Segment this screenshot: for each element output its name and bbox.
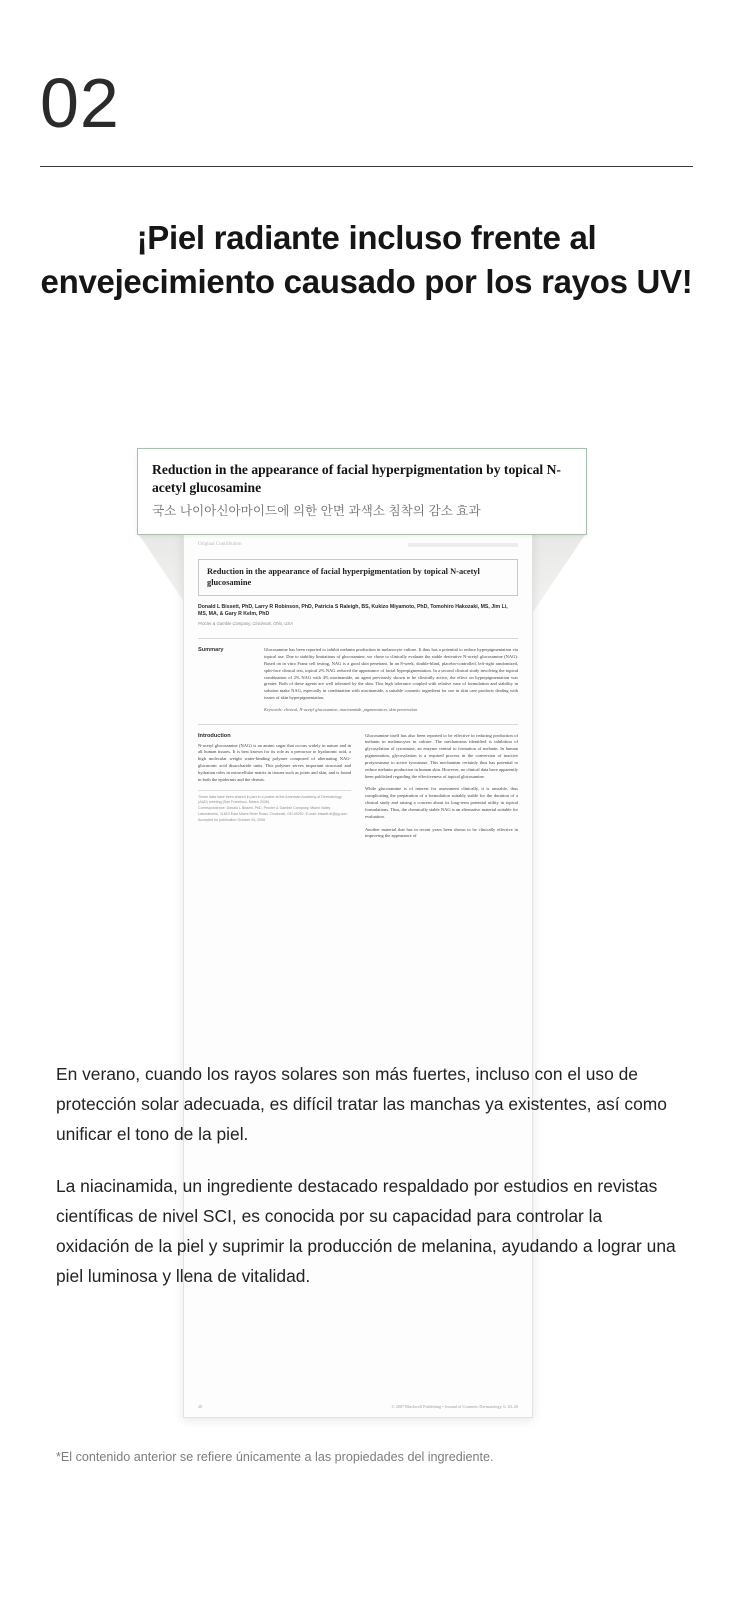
- summary-body: Glucosamine has been reported to inhibit melanin production in melanocyte culture. It thus has a potential to reduce hyperpigmentation via topical use. Due to stability limitations of glucosamine, we chose to clinically evaluate the stable derivative N-acetyl glucosamine (NAG). Based on in vitro Franz cell testing, NAG is a good skin penetrant. In an 8-week, double-blind, placebo-controlled, left-right randomized, split-face clinical test, topical 2% NAG reduced the appearance of facial hyperpigmentation. In a second clinical study involving the topical combination of 2% NAG with 4% niacinamide, an agent previously shown to be clinically active, the effect on hyperpigmentation was greater. Both of these agents are well tolerated by the skin. This high tolerance coupled with relative ease of formulation and stability in solution make NAG, especially in combination with niacinamide, a suitable cosmetic ingredient for use in skin care products dealing with issues of skin hyperpigmentation.: [264, 647, 518, 701]
- introduction-paragraph: N-acetyl glucosamine (NAG) is an amino sugar that occurs widely in nature and in all human tissues. It is best known for its role as a precursor to hyaluronic acid, a high molecular weight water-binding polymer composed of alternating NAG-glucuronic acid disaccharide units. This polymer serves important structural and hydration roles in extracellular matrix in tissues such as joints and skin, and is found in both the epidermis and the dermis.: [198, 742, 351, 782]
- footnote-correspondence: Correspondence: Donald L Bissett, PhD, Procter & Gamble Company, Miami Valley Laboratories, 11810 East Miami River Road, Cincinnati, OH 45252. E-mail: bissett.dl@pg.com: [198, 806, 348, 816]
- running-head-bar: [408, 543, 518, 547]
- footnote-accepted: Accepted for publication October 24, 2006: [198, 817, 266, 822]
- journal-divider-top: [198, 638, 518, 639]
- journal-footnotes: [198, 790, 351, 824]
- journal-title: Reduction in the appearance of facial hyperpigmentation by topical N-acetyl glucosamine: [198, 559, 518, 596]
- journal-columns: [198, 733, 518, 847]
- journal-page-footer: [198, 1404, 518, 1409]
- callout-title-korean: 국소 나이아신아마이드에 의한 안면 과색소 침착의 감소 효과: [152, 504, 481, 519]
- page-title: ¡Piel radiante incluso frente al envejecimiento causado por los rayos UV!: [40, 219, 693, 300]
- summary-text: [264, 647, 518, 713]
- journal-authors: Donald L Bissett, PhD, Larry R Robinson, PhD, Patricia S Raleigh, BS, Kukizo Miyamoto, PhD, Tomohiro Hakozaki, MS, Jim Li, MS, MA, & Gary R Kelm, PhD: [198, 603, 508, 618]
- callout-title-english: Reduction in the appearance of facial hyperpigmentation by topical N-acetyl glucosamine: [152, 462, 561, 495]
- publisher-line: © 2007 Blackwell Publishing • Journal of Cosmetic Dermatology, 6, 20–26: [391, 1404, 518, 1409]
- journal-column-left: [198, 733, 351, 847]
- right-paragraph-3: Another material that has in recent years been shown to be clinically effective in improving the appearance of: [365, 826, 518, 839]
- body-paragraph-1: En verano, cuando los rayos solares son más fuertes, incluso con el uso de protección solar adecuada, es difícil tratar las manchas ya existentes, así como unificar el tono de la piel.: [56, 1064, 667, 1144]
- summary-keywords: Keywords: clinical, N-acetyl glucosamine, niacinamide, pigmentation, skin penetration: [264, 706, 418, 712]
- header-divider: [40, 166, 693, 167]
- journal-column-right: [365, 733, 518, 847]
- journal-affiliation: Procter & Gamble Company, Cincinnati, Ohio, USA: [198, 621, 293, 627]
- running-head-text: Original Contribution: [198, 542, 242, 547]
- body-copy: [56, 1060, 676, 1292]
- journal-divider-bottom: [198, 724, 518, 725]
- right-paragraph-2: While glucosamine is of interest for assessment clinically, it is unstable, thus complicating the preparation of a formulation suitably stable for the duration of a clinical study and raising a concern about its long-term potential utility in topical formulations. Thus, the chemically stable NAG is an alternative material suitable for evaluation.: [365, 786, 518, 819]
- page-number: 20: [198, 1404, 203, 1409]
- section-number: 02: [40, 64, 120, 142]
- introduction-heading: Introduction: [198, 732, 231, 739]
- footnote-poster: These data have been shared in part in a poster at the American Academy of Dermatology (AAD) meeting (San Francisco, March 2006).: [198, 794, 342, 805]
- journal-running-head: [198, 542, 518, 547]
- disclaimer-footnote: *El contenido anterior se refiere únicamente a las propiedades del ingrediente.: [56, 1450, 494, 1464]
- right-paragraph-1: Glucosamine itself has also been reported to be effective in reducing production of melanin in melanocytes in culture. The mechanisms identified is inhibition of glycosylation of tyrosinase, an enzyme central to formation of melanin. In human pigmentation, glycosylation is a required process in the conversion of inactive protyrosinase to active tyrosinase. This mechanism certainly thus has potential to reduce melanin production in human skin. However, no clinical data have apparently been published regarding the effectiveness of topical glucosamine.: [365, 732, 518, 779]
- callout-box: [137, 448, 587, 535]
- body-paragraph-2: La niacinamida, un ingrediente destacado respaldado por estudios en revistas científicas de nivel SCI, es conocida por su capacidad para controlar la oxidación de la piel y suprimir la producción de melanina, ayudando a lograr una piel luminosa y llena de vitalidad.: [56, 1175, 676, 1286]
- summary-label: Summary: [198, 647, 224, 654]
- journal-summary: [198, 647, 518, 713]
